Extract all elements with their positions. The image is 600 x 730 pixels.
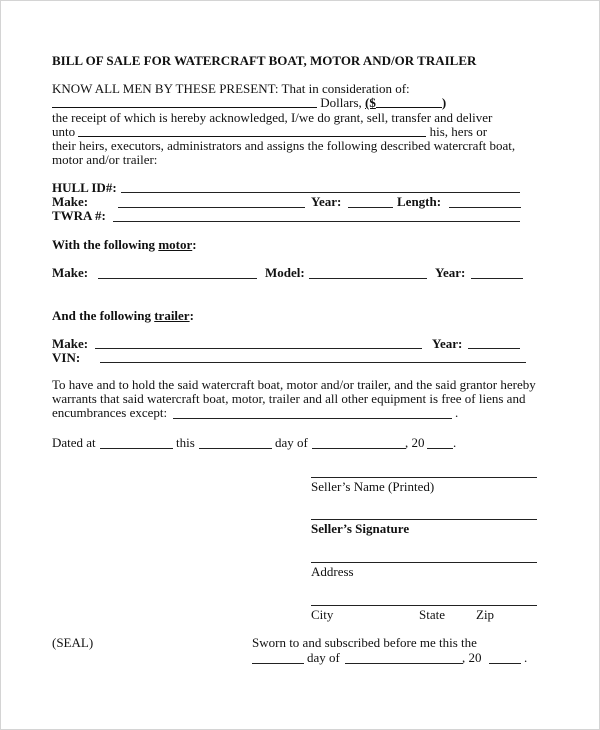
- dated-at-field[interactable]: [100, 448, 173, 449]
- sellers-signature-field[interactable]: [311, 519, 537, 520]
- motor-make-label: Make:: [52, 265, 89, 280]
- document-title: BILL OF SALE FOR WATERCRAFT BOAT, MOTOR AND/OR TRAILER: [52, 53, 477, 68]
- intro-unto-row: [52, 125, 487, 139]
- twra-label: TWRA #:: [52, 208, 106, 223]
- warranty-line-1: To have and to hold the said watercraft boat, motor and/or trailer, and the said grantor hereby: [52, 377, 536, 392]
- hull-id-label: HULL ID#:: [52, 180, 117, 195]
- motor-heading: With the following motor:: [52, 237, 197, 252]
- unto-suffix: his, hers or: [429, 124, 488, 139]
- trailer-vin-label: VIN:: [52, 350, 81, 365]
- trailer-year-field[interactable]: [468, 348, 520, 349]
- notary-month-field[interactable]: [345, 663, 463, 664]
- year-prefix-label: , 20: [405, 435, 425, 450]
- trailer-vin-field[interactable]: [100, 362, 526, 363]
- day-field[interactable]: [199, 448, 272, 449]
- address-field[interactable]: [311, 562, 537, 563]
- year-field[interactable]: [427, 448, 453, 449]
- trailer-year-label: Year:: [432, 336, 463, 351]
- sellers-name-label: Seller’s Name (Printed): [311, 479, 435, 494]
- motor-model-field[interactable]: [309, 278, 427, 279]
- motor-model-label: Model:: [265, 265, 305, 280]
- sellers-signature-label: Seller’s Signature: [311, 521, 410, 536]
- intro-line-5: their heirs, executors, administrators and assigns the following described watercraft boat,: [52, 138, 516, 153]
- boat-length-field[interactable]: [449, 207, 521, 208]
- dated-end: .: [453, 435, 457, 450]
- notary-year-prefix: , 20: [462, 650, 482, 665]
- sworn-text: Sworn to and subscribed before me this the: [252, 635, 477, 650]
- hull-id-field[interactable]: [121, 192, 520, 193]
- notary-end: .: [524, 650, 528, 665]
- dollars-words-field[interactable]: [52, 96, 317, 108]
- dollar-amount-field[interactable]: [376, 96, 442, 108]
- dated-at-label: Dated at: [52, 435, 96, 450]
- encumbrances-field[interactable]: [173, 418, 452, 419]
- boat-make-label: Make:: [52, 194, 89, 209]
- motor-year-label: Year:: [435, 265, 466, 280]
- dollars-label: Dollars,: [320, 95, 362, 110]
- zip-label: Zip: [476, 607, 495, 622]
- seal-label: (SEAL): [52, 635, 94, 650]
- twra-field[interactable]: [113, 221, 520, 222]
- city-label: City: [311, 607, 334, 622]
- boat-make-field[interactable]: [118, 207, 305, 208]
- sellers-name-field[interactable]: [311, 477, 537, 478]
- intro-line-1: KNOW ALL MEN BY THESE PRESENT: That in consideration of:: [52, 81, 410, 96]
- notary-day-field[interactable]: [252, 663, 304, 664]
- trailer-heading: And the following trailer:: [52, 308, 194, 323]
- city-state-zip-field[interactable]: [311, 605, 537, 606]
- intro-line-3: the receipt of which is hereby acknowledged, I/we do grant, sell, transfer and deliver: [52, 110, 493, 125]
- address-label: Address: [311, 564, 354, 579]
- dollar-amount-open: ($: [365, 95, 376, 110]
- boat-year-label: Year:: [311, 194, 342, 209]
- motor-year-field[interactable]: [471, 278, 523, 279]
- this-label: this: [176, 435, 195, 450]
- motor-make-field[interactable]: [98, 278, 257, 279]
- buyer-name-field[interactable]: [78, 125, 426, 137]
- warranty-line-2: warrants that said watercraft boat, motor, trailer and all other equipment is free of liens and: [52, 391, 526, 406]
- boat-year-field[interactable]: [348, 207, 393, 208]
- notary-year-field[interactable]: [489, 663, 521, 664]
- warranty-line-3-end: .: [455, 405, 459, 420]
- intro-line-6: motor and/or trailer:: [52, 152, 158, 167]
- trailer-make-field[interactable]: [95, 348, 422, 349]
- day-of-label: day of: [275, 435, 308, 450]
- dollar-amount-close: ): [441, 95, 447, 110]
- unto-label: unto: [52, 124, 76, 139]
- boat-length-label: Length:: [397, 194, 442, 209]
- intro-dollars-row: [52, 96, 446, 110]
- month-field[interactable]: [312, 448, 406, 449]
- warranty-line-3-prefix: encumbrances except:: [52, 405, 168, 420]
- trailer-make-label: Make:: [52, 336, 89, 351]
- state-label: State: [419, 607, 445, 622]
- notary-day-of-label: day of: [307, 650, 340, 665]
